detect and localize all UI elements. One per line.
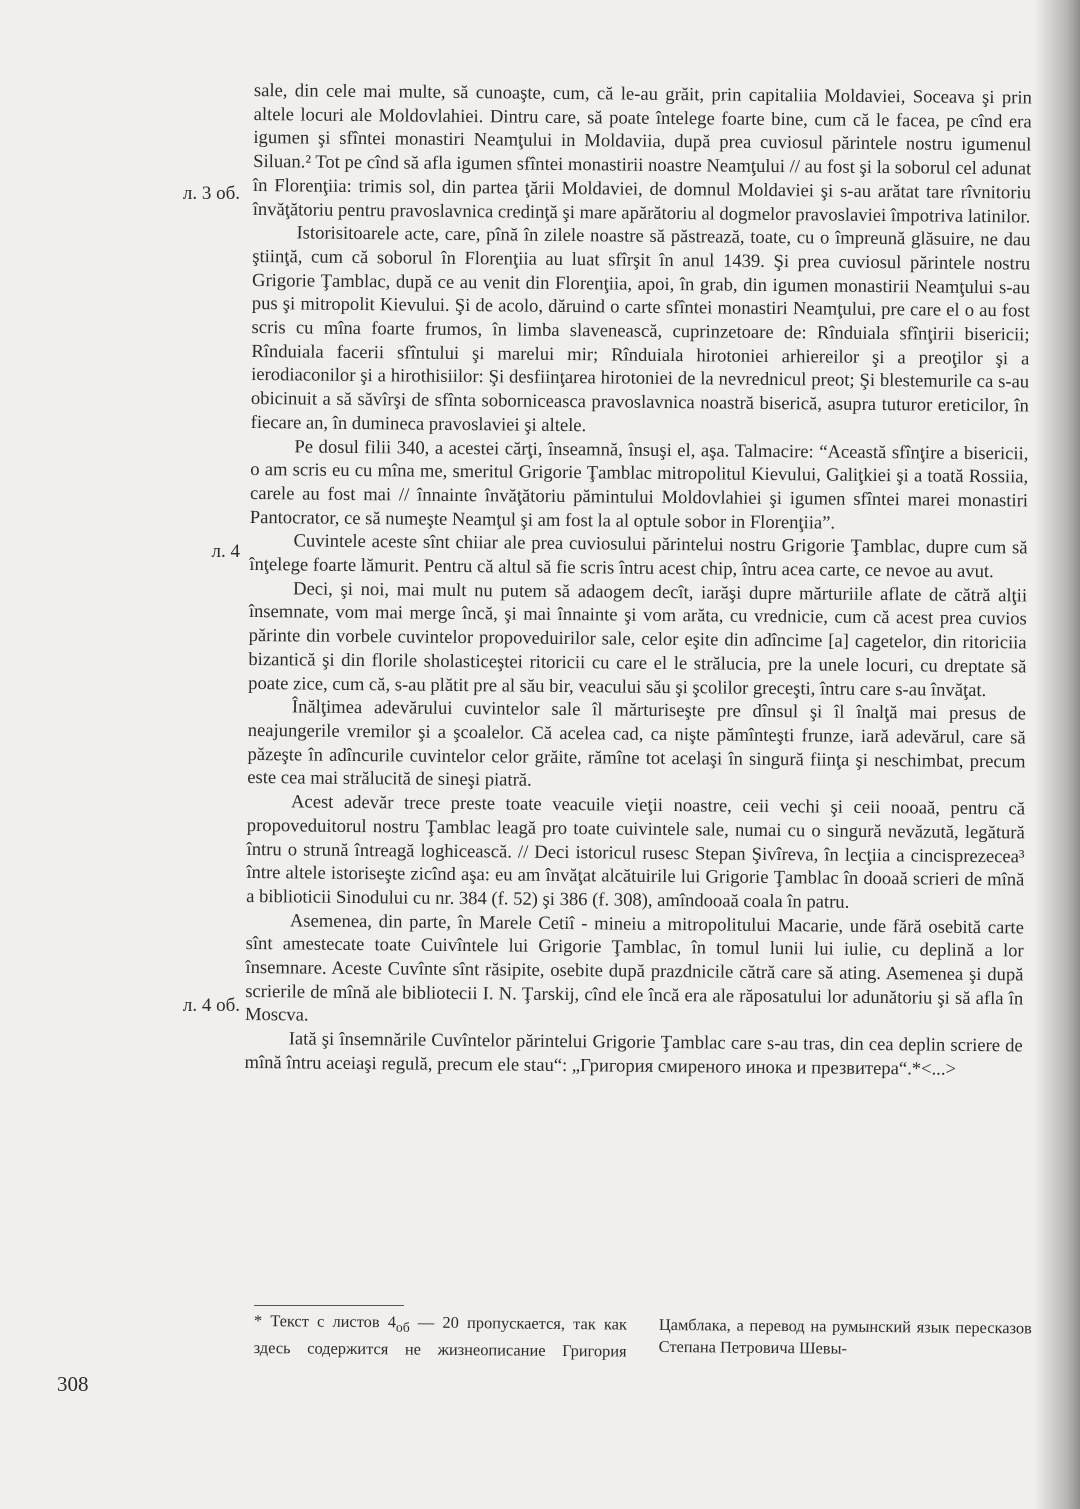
- paragraph-6: Înălţimea adevărului cuvintelor sale îl mărturiseşte pre dînsul şi îl înalţă mai presus de neajungerile vremilor şi a şcoalelor. Că acelea cad, ca nişte pămînteşti frunze, iară adevărul, care să păzeşte în adîncurile cuvintelor celor grăite, rămîne tot acelaşi în singură fiinţa şi neschimbat, precum este cea mai strălucită de sineşi piatră.: [247, 696, 1027, 792]
- page-edge-shadow: [1034, 0, 1080, 1509]
- paragraph-9: Iată şi însemnările Cuvîntelor părintelui Grigorie Ţamblac care s-au tras, din cea deplin scriere de mînă întru aceiaşi regulă, precum ele stau“: „Григория смиреного инока и презвитера“.*<...>: [244, 1028, 1023, 1080]
- footnote: [254, 1310, 1032, 1363]
- footnotes: [254, 1310, 1032, 1367]
- page-number: 308: [57, 1372, 89, 1396]
- main-text: [244, 79, 1032, 1082]
- paragraph-3: Pe dosul filii 340, a acestei cărţi, înseamnă, însuşi el, aşa. Talmacire: “Această sfînţire a bisericii, o am scris eu cu mîna me, smeritul Grigorie Ţamblac mitropolitul Kievului, Galiţkiei şi a toată Rossiia, carele au fost mai // înnainte învăţătoriu pămintului Moldovlahiei şi igumen sfîntei marei monastiri Pantocrator, ce să numeşte Neamţul şi am fost la al optule sobor in Florenţiia”.: [249, 435, 1029, 534]
- margin-note-folio-4: л. 4: [211, 541, 240, 562]
- footnote-marker: * Текст с листов 4: [253, 1311, 397, 1332]
- paragraph-1: sale, din cele mai multe, să cunoaşte, cum, că le-au grăit, prin capitaliia Moldaviei, Soceava şi prin altele locuri ale Moldovlahiei. Dintru care, să poate întelege foarte bine, cum că le facea, pe cînd era igumen şi sfîntei monastiri Neamţului in Moldaviia, după prea cuviosul părintele nostru igumenul Siluan.² Tot pe cînd să afla igumen sfîntei monastirii noastre Neamţului // au fost şi la soborul cel adunat în Florenţiia: trimis sol, din partea ţării Moldaviei, de domnul Moldaviei şi s-au arătat tare rîvnitoriu învăţătoriu pentru pravoslavnica credinţă şi mare apărătoriu al dogmelor pravoslaviei împotriva latinilor.: [252, 79, 1032, 227]
- paragraph-8: Asemenea, din parte, în Marele Cetiî - mineiu a mitropolitului Macarie, unde fără osebită carte sînt amestecate toate Cuivîntele lui Grigorie Ţamblac, în tomul lunii lui iulie, cu deplină a lor însemnare. Aceste Cuvînte sînt răsipite, osebite după prazdnicile cătră care să ating. Asemenea şi după scrierile de mînă ale bibliotecii I. N. Ţarskij, cînd ele încă era ale răposatului lor adunătoriu şi să afla în Moscva.: [244, 909, 1024, 1026]
- paragraph-2: Istorisitoarele acte, care, pînă în zilele noastre să păstrează, toate, cu o împreună glăsuire, ne dau ştiinţă, cum că soborul în Florenţiia au luat sfîrşit în anul 1439. Şi prea cuviosul părintele nostru Grigorie Ţamblac, după ce au venit din Florenţiia, apoi, în grab, din igumen monastirii Neamţului s-au pus şi mitropolit Kievului. Şi de acolo, dăruind o carte sfîntei monastiri Neamţului, pre care el o au fost scris cu mîna foarte frumos, în limba slavenească, cuprinzetoare de: Rînduiala sfînţirii bisericii; Rînduiala facerii sfîntului şi marelui mir; Rînduiala hirotoniei arhiereilor şi a preoţilor şi a ierodiaconilor şi a hirothisiilor: Şi desfiinţarea hirotoniei de la nevrednicul preot; Şi blestemurile ca s-au obicinuit a să săvîrşi de sfînta soborniceasca pravoslavnica noastră biserică, asupra tuturor ereticilor, în fiecare an, în dumineca pravoslaviei şi altele.: [250, 222, 1031, 437]
- footnote-separator: [254, 1305, 404, 1306]
- footnote-subscript: об: [395, 1319, 410, 1335]
- paragraph-7: Acest adevăr trece preste toate veacuile vieţii noastre, ceii vechi şi ceii nooaă, pentru că propoveduitorul nostru Ţamblac leagă pro toate cuivintele sale, numai cu o singură nevăzută, legătură întru o strună întreagă loghicească. // Deci istoricul rusesc Stepan Şivîreva, în lecţiia a cincisprezecea³ între altele istoriseşte zicînd aşa: eu am învăţat alcătuirile lui Grigorie Ţamblac în dooaă scrieri de mînă a biblioticii Sinodului cu nr. 384 (f. 52) şi 386 (f. 308), amîndooaă coala în patru.: [246, 791, 1026, 913]
- margin-note-folio-3v: л. 3 об.: [182, 183, 240, 204]
- margin-note-folio-4v: л. 4 об.: [182, 995, 240, 1016]
- paragraph-4: Cuvintele aceste sînt chiiar ale prea cuviosului părintelui nostru Grigorie Ţamblac, dupre cum să înţelege foarte lămurit. Pentru că altul să fie scris întru acest chip, întru acea carte, ce nevoe au avut.: [249, 530, 1028, 583]
- footnote-text: — 20 пропускается, так как здесь содержится не жизнеописание Григория Цамблака, а перевод на румынский язык пересказов Степана Петровича Шевы-: [253, 1312, 1032, 1361]
- paragraph-5: Deci, şi noi, mai mult nu putem să adaogem decît, iarăşi dupre mărturiile aflate de cătră alţii însemnate, vom mai merge încă, şi mai înnainte şi vom arăta, cu vrednicie, cum că acest prea cuvios părinte din vorbele cuvintelor propoveduirilor sale, celor eşite din adîncime [a] cagetelor, din ritoriciia bizantică şi din florile sholasticeştei ritoricii cu care el le strălucia, pre la unele locuri, cu dreptate să poate zice, cum că, s-au plătit pre al său bir, veacului său şi şcolilor greceşti, întru care s-au învăţat.: [248, 578, 1028, 701]
